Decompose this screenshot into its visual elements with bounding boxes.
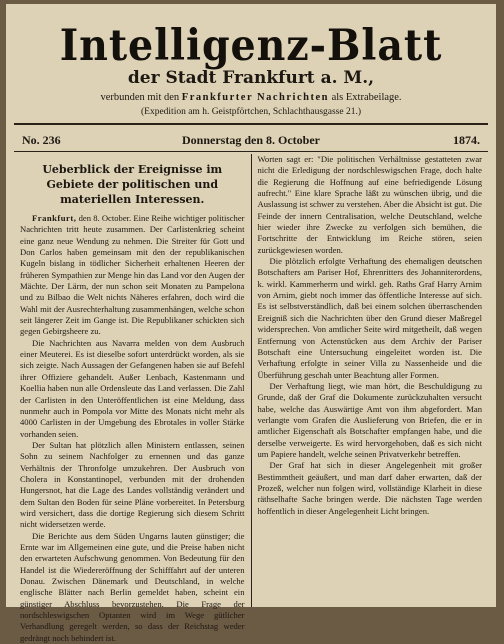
- header-rule-top: [14, 123, 488, 125]
- article-headline: Ueberblick der Ereignisse im Gebiete der politischen und materiellen Interessen.: [42, 163, 223, 206]
- affiliation-suffix: als Extrabeilage.: [331, 92, 402, 103]
- affiliation-name: Frankfurter Nachrichten: [181, 92, 329, 103]
- right-paragraph: Der Graf hat sich in dieser Angelegenheit mit großer Bestimmtheit geäußert, und man darf daher erwarten, daß der Prozeß, welcher nun folgen wird, vollständige Klarheit in diese räthselhafte Sache bringen werde. Die nächsten Tage werden hoffentlich in dieser Angelegenheit Licht bringen.: [257, 460, 482, 516]
- left-paragraph: Die Berichte aus dem Süden Ungarns lauten günstiger; die Ernte war im Allgemeinen eine gute, und die Preise haben nicht den erwarteten Aufschwung genommen. Von Bedeutung für den Handel ist die Wiedereröffnung der Schifffahrt auf der unteren Donau. Zwischen Dänemark und Deutschland, in welche englische Blätter nach Berlin gemeldet haben, scheint ein günstiger Abschluss bevorzustehen. Die Frage der nordschleswigschen Optanten wird im Wege gütlicher Verhandlung geregelt werden, so dass der Reichstag weder gedrängt noch behindert ist.: [20, 530, 245, 643]
- right-column: [252, 154, 489, 607]
- left-paragraph-text: den 8. October. Eine Reihe wichtiger politischer Nachrichten tritt heute zusammen. Der Carlistenkrieg scheint eine ganz neue Wendung zu nehmen. Die Streiter für Gott und Don Carlos haben gemeinsam mit den der republikanischen Kugeln bislang in tödlicher Sicherheit erhaltenen Heeren der früheren Sympathien zur Menge hin das Land vor den Augen der Mächte. Der Lärm, der nun schon seit Monaten zu Pampelona und zu Bilbao die Welt nichts Näheres erfahren, doch wird die Wahl mit der Ausrechterhaltung zusammenhängen, welche schon seit längerer Zeit im Gange ist. Die Republikaner schickten sich gegen Gebirgsheere zu.: [20, 213, 245, 337]
- masthead: [6, 21, 496, 118]
- header-rule-bottom: [14, 151, 488, 152]
- article-dateline: Frankfurt,: [32, 213, 77, 223]
- issue-dateline: [22, 133, 480, 148]
- right-paragraph: Die plötzlich erfolgte Verhaftung des ehemaligen deutschen Botschafters am Pariser Hof, Ehrenritters des Johanniterordens, k. wirkl. Kammerherrn und wirkl. geh. Raths Graf Harry Arnim von Arnim, giebt noch immer das öffentliche Interesse auf sich. Es ist selbstverständlich, daß bei einem solchen überraschenden Ereigniß sich die Nachrichten über den Grund dieser Maßregel widersprechen. Von amtlicher Seite wird mitgetheilt, daß wegen Entfernung von Actenstücken aus dem Archiv der Pariser Botschaft eine Untersuchung eingeleitet worden ist. Die Verhaftung erfolgte in seiner Villa zu Nassenheide und die Überführung geschah unter Beachtung aller Formen.: [257, 256, 482, 380]
- left-column: [14, 154, 251, 643]
- expedition-address: (Expedition am h. Geistpförtchen, Schlachthausgasse 21.): [140, 107, 362, 117]
- affiliation-prefix: verbunden mit den: [100, 92, 180, 103]
- issue-number: No. 236: [22, 133, 61, 147]
- right-paragraph: Der Verhaftung liegt, wie man hört, die Beschuldigung zu Grunde, daß der Graf die Dokumente zurückzuhalten versucht habe, welche das Auswärtige Amt von ihm abgefordert. Man verlangte vom Grafen die Auslieferung von Briefen, die er in amtlicher Eigenschaft als Botschafter empfangen habe, und die derselbe verweigerte. Es wird hervorgehoben, daß es sich nicht um Papiere handelt, welche seinen Privatverkehr betreffen.: [257, 380, 482, 459]
- issue-year: 1874.: [453, 133, 480, 147]
- article-columns: [14, 154, 488, 643]
- issue-date: Donnerstag den 8. October: [182, 133, 320, 147]
- left-paragraph: Die Nachrichten aus Navarra melden von dem Ausbruch einer Meuterei. Es ist dieselbe sofort unterdrückt worden, als sie sich zeigte. Nach Aussagen der Gefangenen haben sie auf Befehl ihrer Offiziere gehandelt. Außer Lenbach, Kastenmann und Koellia haben nun alle Ordensleute das Land verlassen. Die Zahl der Carlisten in den Unteröffentlichen ist eine Meldung, dass nunmehr auch in Pompola vor Mitte des Monats nicht mehr als 4000 Carlisten in der Umgebung des Ebrotales in voller Stärke vorhanden seien.: [20, 337, 245, 439]
- newspaper-subtitle: der Stadt Frankfurt a. M.,: [127, 68, 375, 88]
- newspaper-page: [6, 4, 496, 643]
- left-paragraph: Der Sultan hat plötzlich allen Ministern entlassen, seinen Sohn zu seinem Nachfolger zu ernennen und das ganze Verhältnis der Thronfolge umzukehren. Der Ausbruch von Cholera in Konstantinopel, verbunden mit der drohenden Hungersnot, hat die Lage des Landes vollständig verändert und dem Sultan den Boden für seine Pläne vorbereitet. In Petersburg wird versichert, dass die dortige Regierung sich diesem Schritt nicht widersetzen werde.: [20, 439, 245, 530]
- newspaper-affiliation: [6, 91, 496, 104]
- newspaper-title: Intelligenz-Blatt: [59, 21, 443, 71]
- right-paragraph: Worten sagt er: "Die politischen Verhältnisse gestatteten zwar nicht die Erledigung der nordschleswigschen Frage, doch halte die Regierung die Hoffnung auf eine befriedigende Lösung aufrecht." Eine klare Sprache läßt zu wünschen übrig, und die Auslassung ist schwer zu verstehen. Aber die Absicht ist gut. Die Feinde der innern Centralisation, welche Deutschland, welche hier wieder ihre Zwecke zu verfolgen sich bemühen, die Fortschritte der Entwicklung im Reiche stören, seien zurückgewiesen worden.: [257, 154, 482, 255]
- left-paragraph: [20, 213, 245, 338]
